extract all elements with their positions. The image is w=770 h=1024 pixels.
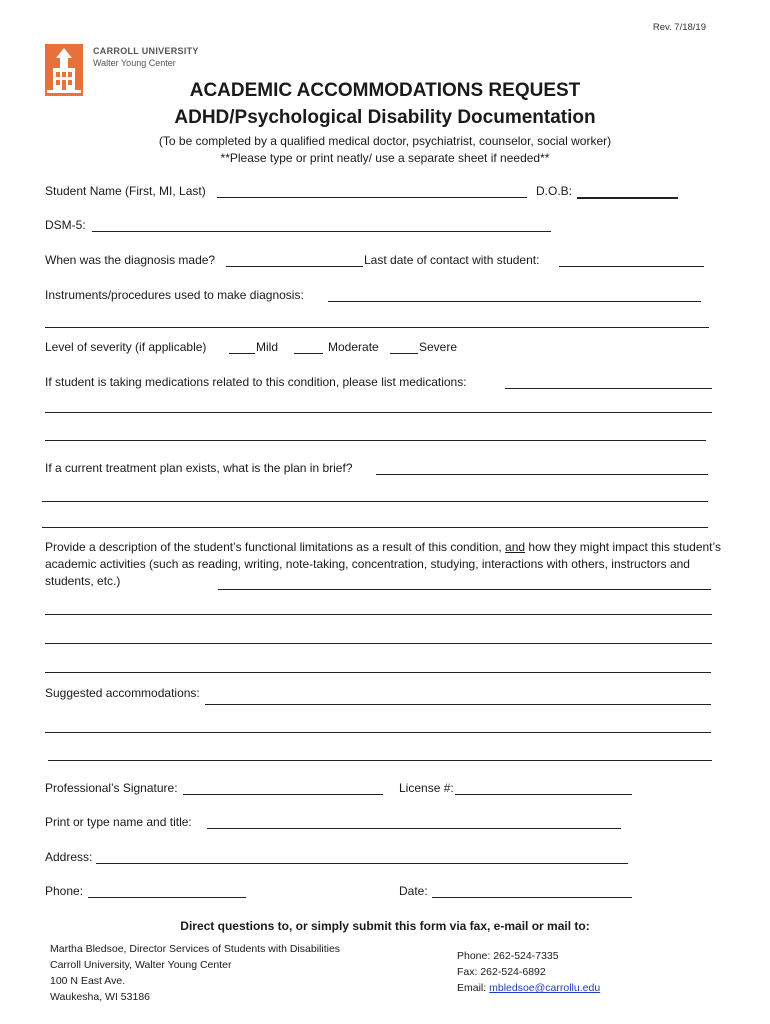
diagnosis-date-field[interactable] (226, 266, 363, 267)
severity-severe-label: Severe (419, 340, 458, 354)
instructions-line2: **Please type or print neatly/ use a separate sheet if needed** (220, 151, 550, 165)
address-label: Address: (45, 850, 93, 864)
phone-label: Phone: (45, 884, 84, 898)
revision-date: Rev. 7/18/19 (652, 22, 706, 33)
dob-label: D.O.B: (536, 184, 573, 198)
email-link[interactable]: mbledsoe@carrollu.edu (489, 982, 601, 994)
medications-label: If student is taking medications related to this condition, please list medications: (45, 375, 467, 389)
date-field[interactable] (432, 897, 632, 898)
mailing-address (50, 941, 340, 1005)
address-line: 100 N East Ave. (50, 975, 126, 987)
limitations-field-line2[interactable] (45, 614, 712, 615)
severity-moderate-label: Moderate (328, 340, 379, 354)
limitations-text-b: how they might impact this student’s academic activities (such as reading, writing, note-taking, concentration, studying, interactions with others, instructors and students, etc.) (45, 540, 721, 588)
limitations-field-line4[interactable] (45, 672, 711, 673)
last-contact-field[interactable] (559, 266, 704, 267)
print-name-field[interactable] (207, 828, 621, 829)
email-label: Email: (457, 982, 487, 994)
address-field[interactable] (96, 863, 628, 864)
contact-phone: Phone: 262-524-7335 (457, 950, 559, 962)
footer-heading: Direct questions to, or simply submit this form via fax, e-mail or mail to: (180, 919, 590, 933)
limitations-and: and (505, 540, 526, 554)
contact-fax: Fax: 262-524-6892 (457, 966, 546, 978)
contact-info (457, 948, 600, 996)
address-line: Waukesha, WI 53186 (50, 991, 150, 1003)
student-name-label: Student Name (First, MI, Last) (45, 184, 206, 198)
address-line: Martha Bledsoe, Director Services of Students with Disabilities (50, 943, 341, 955)
org-name: CARROLL UNIVERSITY (93, 46, 199, 56)
limitations-field-line3[interactable] (45, 643, 712, 644)
signature-label: Professional’s Signature: (45, 781, 178, 795)
address-line: Carroll University, Walter Young Center (50, 959, 232, 971)
instructions-line1: (To be completed by a qualified medical doctor, psychiatrist, counselor, social worker) (158, 134, 612, 148)
treatment-plan-field-line2[interactable] (42, 501, 708, 502)
license-label: License #: (399, 781, 454, 795)
license-field[interactable] (455, 794, 632, 795)
accommodations-label: Suggested accommodations: (45, 686, 200, 700)
severity-moderate-blank[interactable] (294, 353, 323, 354)
severity-label: Level of severity (if applicable) (45, 340, 207, 354)
student-name-field[interactable] (217, 197, 527, 198)
treatment-plan-field[interactable] (376, 474, 708, 475)
contact-email-row (457, 980, 600, 996)
date-label: Date: (399, 884, 428, 898)
diagnosis-date-label: When was the diagnosis made? (45, 253, 216, 267)
form-title: ACADEMIC ACCOMMODATIONS REQUEST (189, 80, 581, 101)
medications-field[interactable] (505, 388, 712, 389)
accommodations-field[interactable] (205, 704, 711, 705)
instruments-field-line2[interactable] (45, 327, 709, 328)
limitations-prompt (45, 539, 725, 590)
treatment-plan-field-line3[interactable] (42, 527, 708, 528)
print-name-label: Print or type name and title: (45, 815, 192, 829)
accommodations-field-line3[interactable] (48, 760, 712, 761)
medications-field-line2[interactable] (45, 412, 712, 413)
instruments-label: Instruments/procedures used to make diagnosis: (45, 288, 304, 302)
limitations-field[interactable] (218, 589, 711, 590)
form-subtitle: ADHD/Psychological Disability Documentation (174, 107, 596, 128)
dob-field[interactable] (577, 197, 678, 199)
severity-mild-blank[interactable] (229, 353, 255, 354)
severity-mild-label: Mild (256, 340, 279, 354)
dsm5-label: DSM-5: (45, 218, 86, 232)
instruments-field[interactable] (328, 301, 701, 302)
limitations-text-a: Provide a description of the student’s functional limitations as a result of this condition, (45, 540, 502, 554)
dsm5-field[interactable] (92, 231, 551, 232)
severity-severe-blank[interactable] (390, 353, 418, 354)
last-contact-label: Last date of contact with student: (364, 253, 540, 267)
phone-field[interactable] (88, 897, 246, 898)
treatment-plan-label: If a current treatment plan exists, what is the plan in brief? (45, 461, 353, 475)
org-center: Walter Young Center (93, 58, 176, 68)
medications-field-line3[interactable] (45, 440, 706, 441)
accommodations-field-line2[interactable] (45, 732, 711, 733)
signature-field[interactable] (183, 794, 383, 795)
